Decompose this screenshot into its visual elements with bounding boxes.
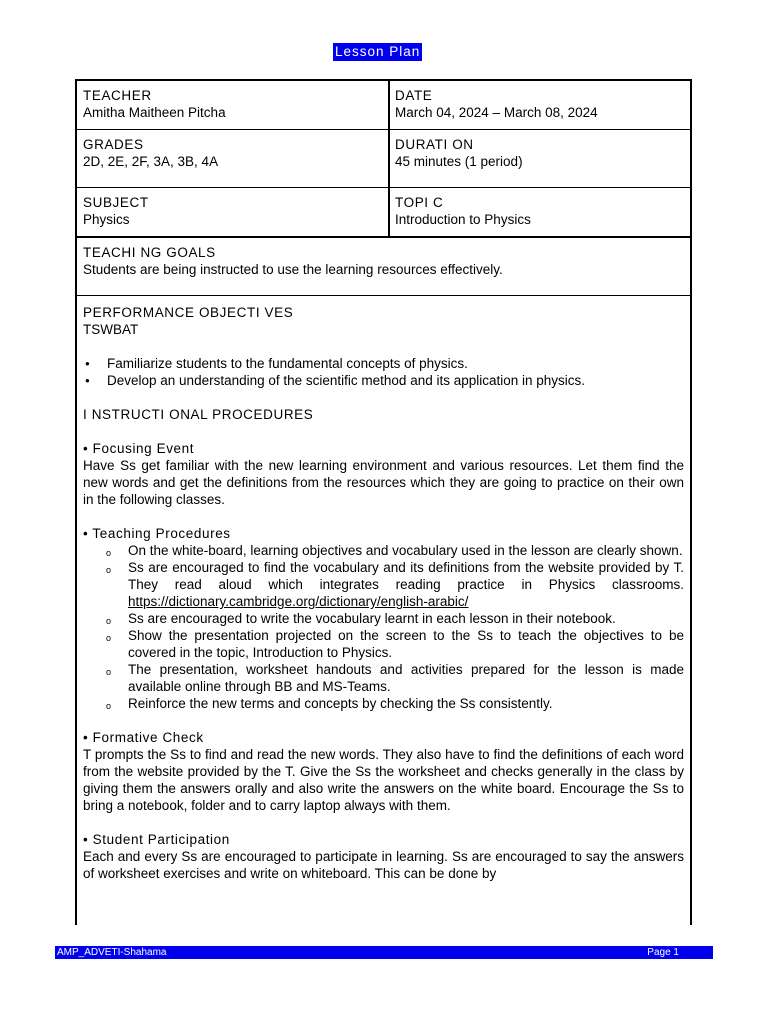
focusing-heading: • Focusing Event xyxy=(83,441,195,456)
document-title: Lesson Plan xyxy=(335,44,421,59)
list-item: o The presentation, worksheet handouts and activities prepared for the lesson is made available online through BB and MS-Teams. xyxy=(106,662,684,694)
participation-heading: • Student Participation xyxy=(83,832,230,847)
date-value: March 04, 2024 – March 08, 2024 xyxy=(395,105,598,120)
row-grades-duration xyxy=(77,130,690,188)
list-item: ● Familiarize students to the fundamental concepts of physics. xyxy=(83,355,684,372)
grades-label: GRADES xyxy=(83,137,144,152)
page-number: Page 1 xyxy=(647,947,679,958)
topic-cell xyxy=(390,188,690,236)
subject-value: Physics xyxy=(83,212,130,227)
objectives-list xyxy=(83,355,684,389)
teaching-heading: • Teaching Procedures xyxy=(83,526,231,541)
dictionary-link[interactable]: https://dictionary.cambridge.org/dictionary/english-arabic/ xyxy=(128,594,469,609)
footer-left: AMP_ADVETI-Shahama xyxy=(57,947,167,958)
formative-text: T prompts the Ss to find and read the new words. They also have to find the definitions of each word from the website provided by the T. Give the Ss the worksheet and checks generally in the class by giving them the answers orally and also write the answers on the white board. Encourage the Ss to bring a notebook, folder and to carry laptop always with them. xyxy=(83,747,684,813)
list-item: o Show the presentation projected on the screen to the Ss to teach the objectives to be covered in the topic, Introduction to Physics. xyxy=(106,628,684,660)
list-item: o Ss are encouraged to write the vocabulary learnt in each lesson in their notebook. xyxy=(106,611,616,626)
date-label: DATE xyxy=(395,88,433,103)
teaching-goals-text: Students are being instructed to use the learning resources effectively. xyxy=(83,262,503,277)
duration-value: 45 minutes (1 period) xyxy=(395,154,523,169)
row-teaching-goals xyxy=(77,238,690,296)
objectives-procedures-block xyxy=(83,304,684,882)
topic-value: Introduction to Physics xyxy=(395,212,531,227)
list-item: o Ss are encouraged to find the vocabulary and its definitions from the website provided by T. They read aloud which integrates reading practice in Physics classrooms. https://dictionary.cambridge.org/dictionary/english-arabic/ xyxy=(106,560,684,609)
objectives-sub: TSWBAT xyxy=(83,322,139,337)
subject-cell xyxy=(77,188,390,236)
teaching-list xyxy=(83,542,684,712)
duration-label: DURATI ON xyxy=(395,137,474,152)
teaching-goals-label: TEACHI NG GOALS xyxy=(83,245,216,260)
procedures-label: I NSTRUCTI ONAL PROCEDURES xyxy=(83,407,314,422)
list-item: o Reinforce the new terms and concepts by checking the Ss consistently. xyxy=(106,696,553,711)
grades-cell xyxy=(77,130,390,187)
duration-cell xyxy=(390,130,690,187)
teacher-value: Amitha Maitheen Pitcha xyxy=(83,105,226,120)
row-subject-topic xyxy=(77,188,690,238)
teacher-label: TEACHER xyxy=(83,88,152,103)
focusing-text: Have Ss get familiar with the new learning environment and various resources. Let them find the new words and get the definitions from the resources which they are going to practice on their own in the following classes. xyxy=(83,458,684,507)
teaching-goals-block xyxy=(83,244,684,278)
formative-heading: • Formative Check xyxy=(83,730,204,745)
objectives-label: PERFORMANCE OBJECTI VES xyxy=(83,305,294,320)
subject-label: SUBJECT xyxy=(83,195,149,210)
teacher-cell xyxy=(77,81,390,129)
date-cell xyxy=(390,81,690,129)
page-footer xyxy=(55,946,713,959)
grades-value: 2D, 2E, 2F, 3A, 3B, 4A xyxy=(83,154,219,169)
topic-label: TOPI C xyxy=(395,195,444,210)
list-item: ● Develop an understanding of the scientific method and its application in physics. xyxy=(83,372,684,389)
row-teacher-date xyxy=(77,81,690,130)
lesson-plan-table xyxy=(75,79,692,925)
participation-text: Each and every Ss are encouraged to participate in learning. Ss are encouraged to say the answers of worksheet exercises and write on whiteboard. This can be done by xyxy=(83,849,684,881)
list-item: o On the white-board, learning objectives and vocabulary used in the lesson are clearly shown. xyxy=(106,543,683,558)
